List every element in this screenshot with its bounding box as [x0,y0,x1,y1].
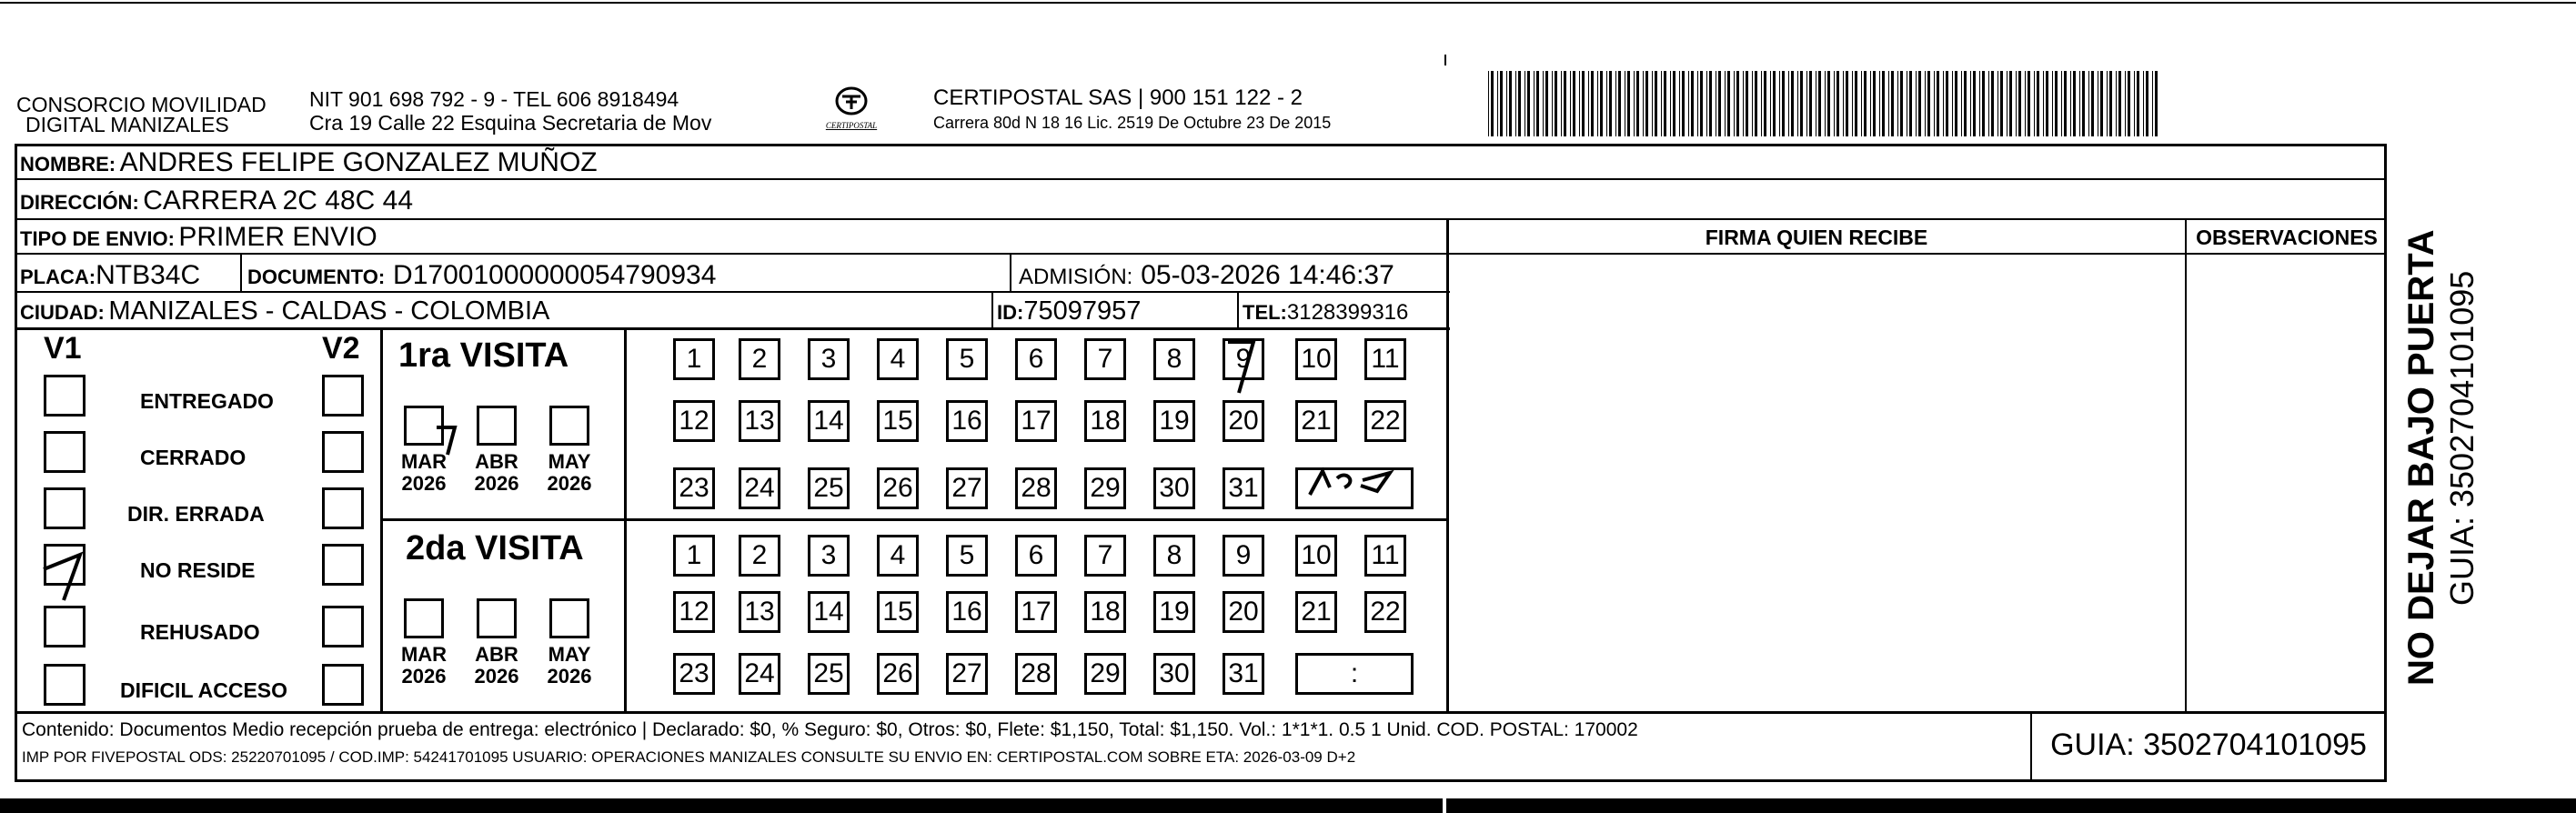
barcode-bar [1618,71,1621,136]
barcode-bar [1782,71,1785,136]
first-visit-day-15[interactable]: 15 [877,400,919,442]
month-name: MAR [400,450,448,473]
second-visit-day-25[interactable]: 25 [808,653,850,695]
barcode-bar [1836,71,1839,136]
barcode-bar [1670,71,1671,136]
status-label: DIR. ERRADA [127,502,265,526]
company-nit: NIT 901 698 792 - 9 - TEL 606 8918494 [309,87,679,111]
barcode-bar [2000,71,2003,136]
first-visit-day-21[interactable]: 21 [1295,400,1337,442]
barcode-bar [1918,71,1921,136]
month-name: MAY [548,643,591,666]
v1-label: V1 [44,331,82,366]
month-year: 2026 [401,665,447,688]
barcode-bar [1636,71,1639,136]
barcode-bar [1634,71,1635,136]
barcode-bar [1916,71,1917,136]
direccion-label: DIRECCIÓN: [20,191,139,214]
status-label: ENTREGADO [140,389,274,413]
footer-imp: IMP POR FIVEPOSTAL ODS: 25220701095 / COD.IMP: 54241701095 USUARIO: OPERACIONES MANIZALES CONSULTE SU ENVIO EN: CERTIPOSTAL.COM SOBRE ETA: 2026-03-09 D+2 [22,748,1356,766]
first-visit-day-13[interactable]: 13 [739,400,780,442]
month-name: MAY [548,450,591,473]
first-visit-day-24[interactable]: 24 [739,467,780,509]
ciudad-value: MANIZALES - CALDAS - COLOMBIA [108,296,550,326]
barcode-bar [1791,71,1794,136]
barcode-bar [1846,71,1848,136]
first-visit-day-20[interactable]: 20 [1223,400,1264,442]
second-visit-day-9[interactable]: 9 [1223,535,1264,577]
barcode-bar [2116,71,2117,136]
barcode-bar [1770,71,1771,136]
barcode-bar [2043,71,2044,136]
barcode-bar [1643,71,1644,136]
placa-label: PLACA: [20,266,96,288]
first-visit-day-2[interactable]: 2 [739,338,780,380]
barcode-bar [2070,71,2071,136]
barcode-bar [1697,71,1698,136]
barcode-bar [1506,71,1507,136]
first-visit-day-1[interactable]: 1 [673,338,715,380]
first-visit-day-28[interactable]: 28 [1015,467,1057,509]
barcode-bar [2137,71,2139,136]
barcode-bar [1736,71,1739,136]
ciudad-label: CIUDAD: [20,301,105,324]
second-visit-day-21[interactable]: 21 [1295,591,1337,633]
barcode-bar [1679,71,1680,136]
barcode-bar [1934,71,1935,136]
second-visit-day-8[interactable]: 8 [1153,535,1195,577]
barcode-bar [2088,71,2089,136]
barcode-bar [1524,71,1525,136]
barcode-bar [1809,71,1812,136]
status-label: NO RESIDE [140,558,256,582]
documento-value: D17001000000054790934 [393,260,717,290]
second-visit-day-26[interactable]: 26 [877,653,919,695]
barcode-bar [1970,71,1971,136]
footer-guia: GUIA: 3502704101095 [2050,728,2367,762]
firma-label: FIRMA QUIEN RECIBE [1705,226,1928,249]
first-visit-day-18[interactable]: 18 [1084,400,1126,442]
barcode-bar [1979,71,1980,136]
id-value: 75097957 [1023,296,1142,326]
barcode-bar [1588,71,1589,136]
month-year: 2026 [474,665,519,688]
barcode-bar [1691,71,1694,136]
barcode-bar [1897,71,1898,136]
second-visit-day-29[interactable]: 29 [1084,653,1126,695]
barcode-bar [2155,71,2158,136]
barcode-bar [1570,71,1571,136]
barcode-bar [1752,71,1753,136]
barcode-bar [1615,71,1616,136]
barcode-bar [1509,71,1512,136]
barcode-bar [2028,71,2030,136]
barcode-bar [1946,71,1948,136]
first-visit-day-19[interactable]: 19 [1153,400,1195,442]
barcode-graphic [1488,71,2161,136]
barcode-bar [1955,71,1957,136]
barcode-bar [1743,71,1744,136]
barcode-bar [1864,71,1867,136]
second-visit-day-3[interactable]: 3 [808,535,850,577]
barcode-bar [1627,71,1630,136]
barcode-bar [1655,71,1657,136]
barcode-bar [2016,71,2017,136]
barcode-bar [1609,71,1612,136]
barcode-bar [1561,71,1562,136]
second-visit-day-18[interactable]: 18 [1084,591,1126,633]
barcode-bar [1982,71,1985,136]
barcode-bar [1673,71,1675,136]
barcode-bar [2055,71,2058,136]
barcode-bar [1706,71,1707,136]
barcode-bar [1652,71,1653,136]
barcode-bar [1491,71,1494,136]
second-visit-day-24[interactable]: 24 [739,653,780,695]
barcode-bar [2061,71,2062,136]
barcode-bar [1734,71,1735,136]
barcode-bar [1827,71,1830,136]
second-visit-day-1[interactable]: 1 [673,535,715,577]
barcode-bar [2034,71,2035,136]
month-name: ABR [475,643,518,666]
nombre-value: ANDRES FELIPE GONZALEZ MUÑOZ [119,147,598,177]
barcode-bar [1536,71,1539,136]
barcode-bar [2025,71,2026,136]
second-visit-day-19[interactable]: 19 [1153,591,1195,633]
barcode-bar [1952,71,1953,136]
first-visit-day-26[interactable]: 26 [877,467,919,509]
first-visit-day-9[interactable]: 9 [1223,338,1264,380]
barcode-bar [2091,71,2094,136]
first-visit-day-17[interactable]: 17 [1015,400,1057,442]
barcode-bar [1800,71,1803,136]
second-visit-day-5[interactable]: 5 [946,535,988,577]
barcode-bar [2052,71,2053,136]
barcode-bar [1773,71,1776,136]
barcode-bar [1991,71,1994,136]
barcode-bar [2100,71,2103,136]
barcode-bar [1545,71,1548,136]
barcode-bar [1591,71,1594,136]
first-visit-day-25[interactable]: 25 [808,467,850,509]
barcode-bar [1534,71,1535,136]
barcode-bar [2128,71,2130,136]
first-visit-day-6[interactable]: 6 [1015,338,1057,380]
barcode-bar [1746,71,1748,136]
logo-text: CERTIPOSTAL [825,121,878,130]
admision-value: 05-03-2026 14:46:37 [1141,260,1394,290]
barcode-bar [1606,71,1607,136]
first-visit-day-14[interactable]: 14 [808,400,850,442]
second-visit-day-20[interactable]: 20 [1223,591,1264,633]
second-visit-day-11[interactable]: 11 [1364,535,1406,577]
barcode-bar [1891,71,1894,136]
v2-label: V2 [322,331,360,366]
barcode-bar [1997,71,1998,136]
barcode-bar [1888,71,1889,136]
documento-label: DOCUMENTO: [247,266,386,288]
barcode-bar [2107,71,2108,136]
barcode-bar [1552,71,1553,136]
observaciones-label: OBSERVACIONES [2196,226,2378,249]
id-label: ID: [997,301,1024,324]
no-dejar-bajo-puerta: NO DEJAR BAJO PUERTA [2401,229,2441,686]
tel-value: 3128399316 [1286,300,1409,325]
guia-vertical: GUIA: 3502704101095 [2443,270,2480,606]
certipostal-name: CERTIPOSTAL SAS | 900 151 122 - 2 [933,85,1303,110]
barcode-bar [1879,71,1880,136]
second-visit-day-10[interactable]: 10 [1295,535,1337,577]
barcode-bar [1688,71,1689,136]
barcode-bar [1597,71,1598,136]
first-visit-day-3[interactable]: 3 [808,338,850,380]
barcode-bar [2082,71,2085,136]
second-visit-day-17[interactable]: 17 [1015,591,1057,633]
barcode-bar [1718,71,1721,136]
second-visit-day-16[interactable]: 16 [946,591,988,633]
first-visit-day-5[interactable]: 5 [946,338,988,380]
second-visit-day-15[interactable]: 15 [877,591,919,633]
first-visit-day-8[interactable]: 8 [1153,338,1195,380]
barcode-bar [1727,71,1730,136]
second-visit-day-12[interactable]: 12 [673,591,715,633]
first-visit-day-12[interactable]: 12 [673,400,715,442]
barcode-bar [1500,71,1503,136]
barcode-bar [1579,71,1580,136]
company-line-1: CONSORCIO MOVILIDAD [16,93,267,116]
admision-label: ADMISIÓN: [1019,265,1133,289]
month-year: 2026 [474,472,519,495]
nombre-label: NOMBRE: [20,153,116,176]
first-visit-day-29[interactable]: 29 [1084,467,1126,509]
barcode-bar [2079,71,2080,136]
barcode-bar [1555,71,1557,136]
bottom-bar-gap [1443,797,1446,813]
status-label: REHUSADO [140,620,260,644]
barcode-bar [1973,71,1976,136]
barcode-bar [1943,71,1944,136]
first-visit-day-11[interactable]: 11 [1364,338,1406,380]
barcode-bar [1873,71,1876,136]
first-visit-title: 1ra VISITA [398,336,569,375]
barcode-bar [1925,71,1926,136]
barcode-bar [1543,71,1544,136]
barcode-bar [2152,71,2153,136]
barcode-bar [2009,71,2012,136]
second-visit-day-13[interactable]: 13 [739,591,780,633]
month-name: ABR [475,450,518,473]
barcode-bar [1755,71,1757,136]
barcode-bar [1664,71,1666,136]
barcode-bar [1709,71,1712,136]
first-visit-day-16[interactable]: 16 [946,400,988,442]
barcode-bar [2143,71,2144,136]
status-label: DIFICIL ACCESO [120,678,288,702]
barcode-bar [1582,71,1585,136]
barcode-bar [1779,71,1780,136]
barcode-bar [1870,71,1871,136]
barcode-bar [2064,71,2067,136]
second-visit-day-2[interactable]: 2 [739,535,780,577]
first-visit-day-22[interactable]: 22 [1364,400,1406,442]
first-visit-day-10[interactable]: 10 [1295,338,1337,380]
barcode-bar [2018,71,2021,136]
firma-header-line [1448,253,2387,255]
first-visit-day-30[interactable]: 30 [1153,467,1195,509]
first-visit-day-7[interactable]: 7 [1084,338,1126,380]
barcode-bar [2146,71,2148,136]
second-visit-title: 2da VISITA [406,529,584,567]
tipo-label: TIPO DE ENVIO: [20,227,175,250]
direccion-value: CARRERA 2C 48C 44 [143,186,414,216]
barcode-bar [1497,71,1498,136]
barcode-bar [1788,71,1789,136]
barcode-bar [1761,71,1762,136]
second-visit-day-14[interactable]: 14 [808,591,850,633]
barcode-bar [1961,71,1962,136]
tel-label: TEL: [1243,301,1287,324]
second-visit-day-23[interactable]: 23 [673,653,715,695]
first-visit-day-31[interactable]: 31 [1223,467,1264,509]
barcode-bar [1843,71,1844,136]
company-line-2: DIGITAL MANIZALES [25,113,229,136]
second-visit-day-30[interactable]: 30 [1153,653,1195,695]
barcode-bar [1515,71,1516,136]
first-visit-day-4[interactable]: 4 [877,338,919,380]
barcode-bar [1725,71,1726,136]
barcode-bar [1852,71,1853,136]
placa-value: NTB34C [96,260,201,290]
barcode-bar [1682,71,1685,136]
barcode-bar [1527,71,1530,136]
second-visit-day-6[interactable]: 6 [1015,535,1057,577]
first-visit-day-23[interactable]: 23 [673,467,715,509]
barcode-bar [1937,71,1939,136]
barcode-bar [1927,71,1930,136]
barcode-bar [1797,71,1798,136]
barcode-bar [1488,71,1489,136]
barcode-bar [1818,71,1821,136]
barcode-bar [2134,71,2135,136]
barcode-bar [2125,71,2126,136]
barcode-bar [1700,71,1703,136]
barcode-bar [1645,71,1648,136]
footer-contenido: Contenido: Documentos Medio recepción prueba de entrega: electrónico | Declarado: $0, % Seguro: $0, Otros: $0, Flete: $1,150, Total: $1,150. Vol.: 1*1*1. 0.5 1 Unid. COD. POSTAL: 170002 [22,719,1638,740]
second-visit-day-22[interactable]: 22 [1364,591,1406,633]
barcode-bar [1573,71,1575,136]
barcode-bar [1518,71,1521,136]
barcode-bar [1764,71,1766,136]
second-visit-day-28[interactable]: 28 [1015,653,1057,695]
barcode [1488,71,2161,136]
handwritten-marks [0,0,1455,718]
second-visit-time-field[interactable]: : [1295,653,1414,695]
second-visit-day-4[interactable]: 4 [877,535,919,577]
month-year: 2026 [401,472,447,495]
barcode-bar [1600,71,1603,136]
barcode-bar [1806,71,1807,136]
status-label: CERRADO [140,446,247,469]
month-year: 2026 [547,472,592,495]
barcode-bar [1661,71,1662,136]
barcode-bar [2037,71,2039,136]
barcode-bar [2109,71,2112,136]
barcode-bar [1988,71,1989,136]
barcode-bar [1882,71,1885,136]
barcode-bar [1964,71,1967,136]
barcode-bar [1564,71,1566,136]
barcode-bar [2046,71,2048,136]
bottom-bar [0,798,2576,813]
second-visit-day-27[interactable]: 27 [946,653,988,695]
barcode-bar [1834,71,1835,136]
barcode-bar [1909,71,1912,136]
first-visit-day-27[interactable]: 27 [946,467,988,509]
obs-divider [2185,218,2187,713]
month-name: MAR [400,643,448,666]
company-address: Cra 19 Calle 22 Esquina Secretaria de Mov [309,111,712,135]
certipostal-address: Carrera 80d N 18 16 Lic. 2519 De Octubre 23 De 2015 [933,114,1332,132]
barcode-bar [2118,71,2121,136]
barcode-bar [1861,71,1862,136]
barcode-bar [2073,71,2076,136]
second-visit-day-31[interactable]: 31 [1223,653,1264,695]
second-visit-day-7[interactable]: 7 [1084,535,1126,577]
barcode-bar [1825,71,1826,136]
tipo-value: PRIMER ENVIO [178,222,377,252]
barcode-bar [1900,71,1903,136]
barcode-bar [1855,71,1857,136]
month-year: 2026 [547,665,592,688]
